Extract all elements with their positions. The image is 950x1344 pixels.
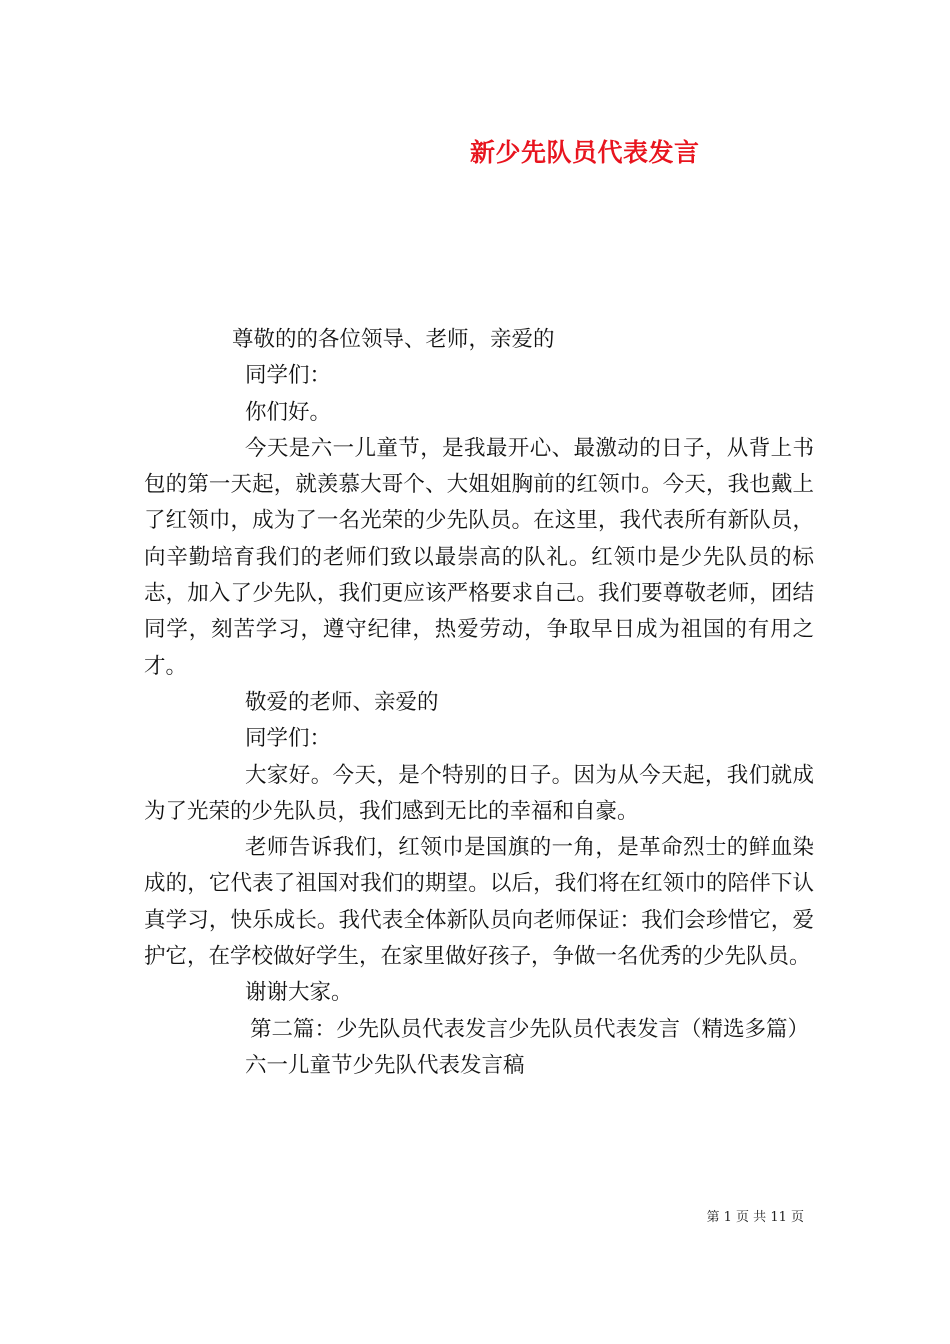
salutation-line: 敬爱的老师、亲爱的 <box>245 689 439 715</box>
page-number-footer: 第 1 页 共 11 页 <box>706 1210 804 1225</box>
body-paragraph: 老师告诉我们，红领巾是国旗的一角，是革命烈士的鲜血染成的，它代表了祖国对我们的期望。以后，我们将在红领巾的陪伴下认真学习，快乐成长。我代表全体新队员向老师保证：我们会珍惜它，爱护它，在学校做好学生，在家里做好孩子，争做一名优秀的少先队员。 <box>144 835 814 970</box>
salutation-line: 尊敬的的各位领导、老师，亲爱的 <box>232 327 555 352</box>
body-paragraph: 今天是六一儿童节，是我最开心、最激动的日子，从背上书包的第一天起，就羡慕大哥个、大姐姐胸前的红领巾。今天，我也戴上了红领巾，成为了一名光荣的少先队员。在这里，我代表所有新队员，向辛勤培育我们的老师们致以最崇高的队礼。红领巾是少先队员的标志，加入了少先队，我们更应该严格要求自己。我们要尊敬老师，团结同学，刻苦学习，遵守纪律，热爱劳动，争取早日成为祖国的有用之才。 <box>144 435 814 679</box>
salutation-line: 同学们： <box>245 363 332 389</box>
closing-line: 谢谢大家。 <box>245 980 353 1006</box>
document-title: 新少先队员代表发言 <box>470 138 700 167</box>
section-subtitle: 六一儿童节少先队代表发言稿 <box>245 1052 525 1078</box>
salutation-line: 同学们： <box>245 726 332 752</box>
body-paragraph: 大家好。今天，是个特别的日子。因为从今天起，我们就成为了光荣的少先队员，我们感到无比的幸福和自豪。 <box>144 762 814 824</box>
document-body <box>144 322 814 1084</box>
section-heading: 第二篇：少先队员代表发言少先队员代表发言（精选多篇） <box>250 1016 810 1042</box>
greeting-line: 你们好。 <box>245 399 332 425</box>
